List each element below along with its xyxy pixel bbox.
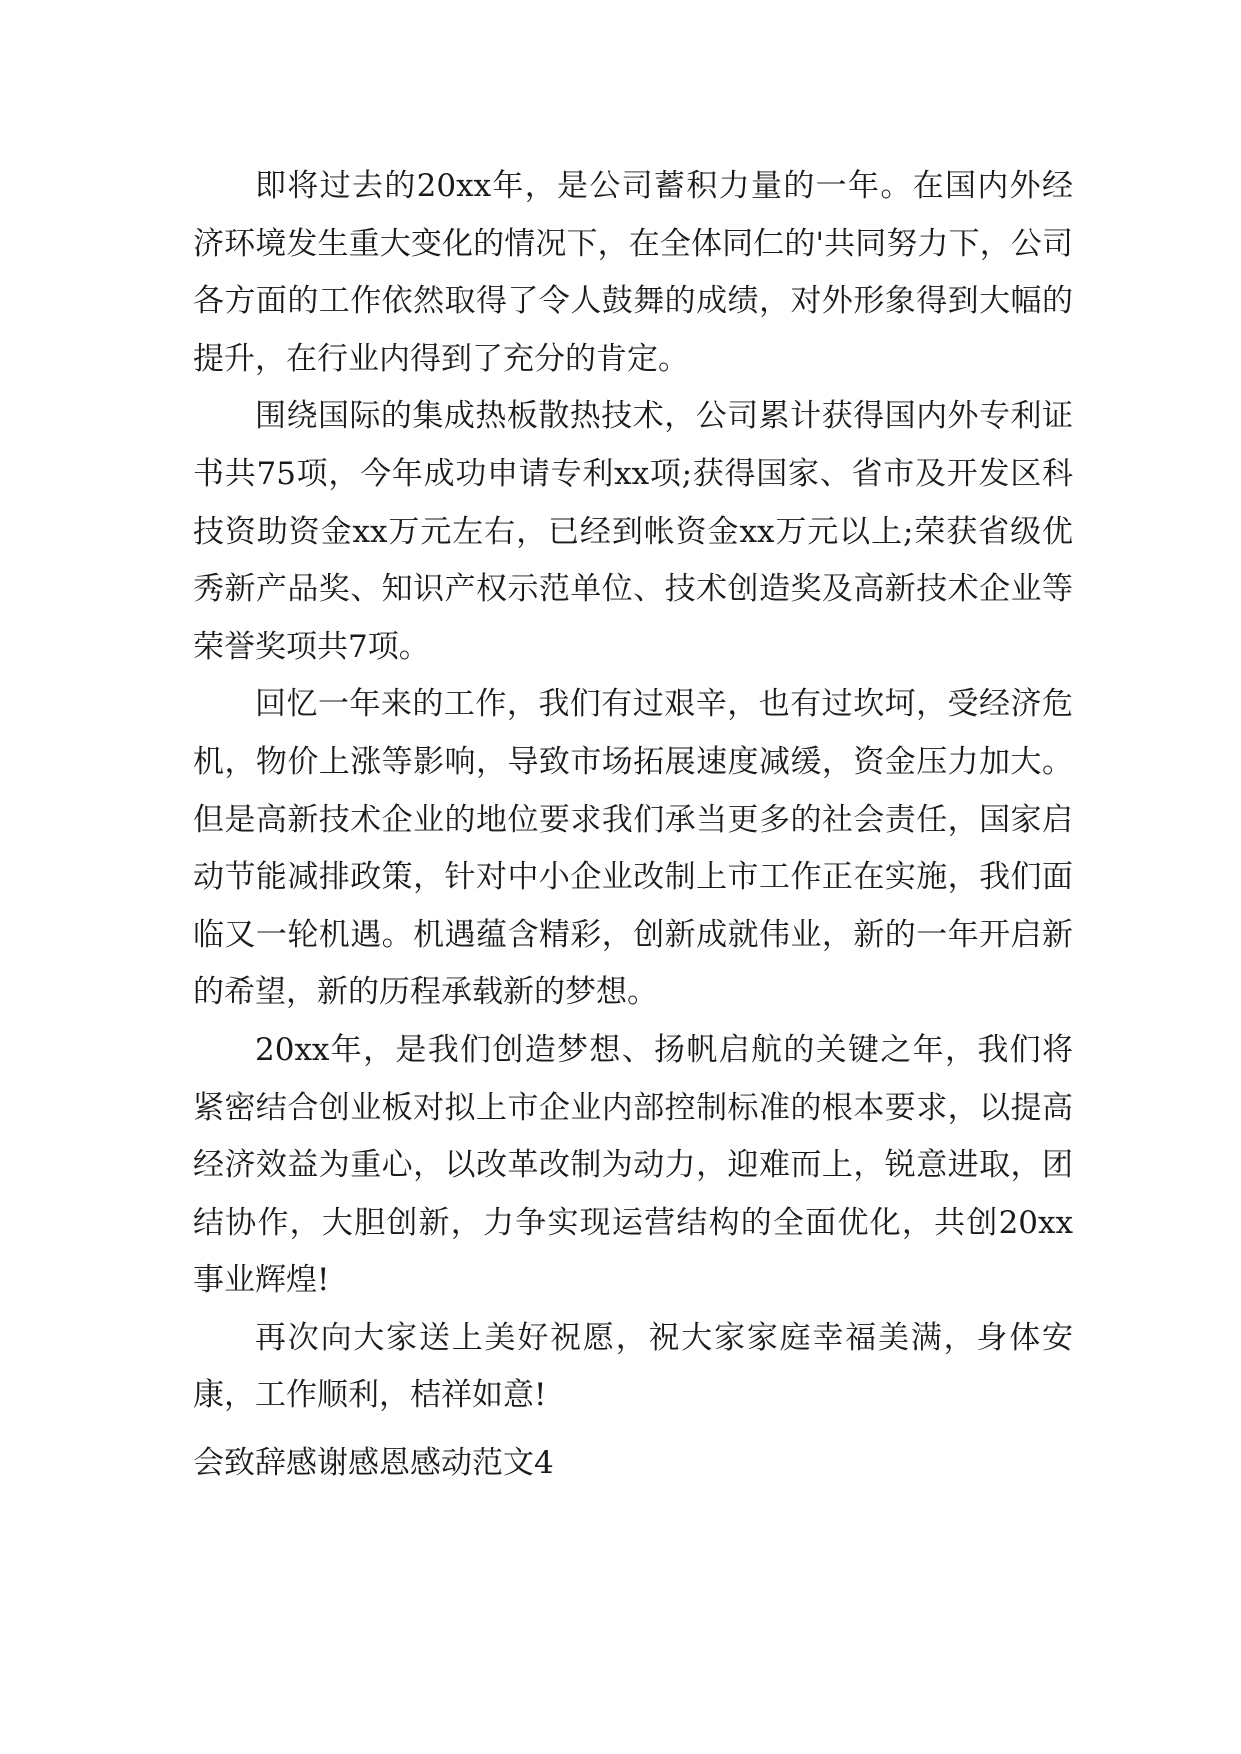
- document-body: [193, 158, 1073, 1425]
- paragraph-5: 再次向大家送上美好祝愿，祝大家家庭幸福美满，身体安康，工作顺利，桔祥如意!: [193, 1319, 1073, 1414]
- section-heading: 会致辞感谢感恩感动范文4: [193, 1445, 554, 1481]
- paragraph-4: 20xx年，是我们创造梦想、扬帆启航的关键之年，我们将紧密结合创业板对拟上市企业内部控制标准的根本要求，以提高经济效益为重心，以改革改制为动力，迎难而上，锐意进取，团结协作，大胆创新，力争实现运营结构的全面优化，共创20xx事业辉煌!: [193, 1031, 1073, 1299]
- paragraph-2: 围绕国际的集成热板散热技术，公司累计获得国内外专利证书共75项，今年成功申请专利xx项;获得国家、省市及开发区科技资助资金xx万元左右，已经到帐资金xx万元以上;荣获省级优秀新产品奖、知识产权示范单位、技术创造奖及高新技术企业等荣誉奖项共7项。: [193, 398, 1073, 665]
- paragraph-3: 回忆一年来的工作，我们有过艰辛，也有过坎坷，受经济危机，物价上涨等影响，导致市场拓展速度减缓，资金压力加大。但是高新技术企业的地位要求我们承当更多的社会责任，国家启动节能减排政策，针对中小企业改制上市工作正在实施，我们面临又一轮机遇。机遇蕴含精彩，创新成就伟业，新的一年开启新的希望，新的历程承载新的梦想。: [193, 686, 1073, 1011]
- paragraph-1: 即将过去的20xx年，是公司蓄积力量的一年。在国内外经济环境发生重大变化的情况下，在全体同仁的'共同努力下，公司各方面的工作依然取得了令人鼓舞的成绩，对外形象得到大幅的提升，在行业内得到了充分的肯定。: [193, 168, 1073, 377]
